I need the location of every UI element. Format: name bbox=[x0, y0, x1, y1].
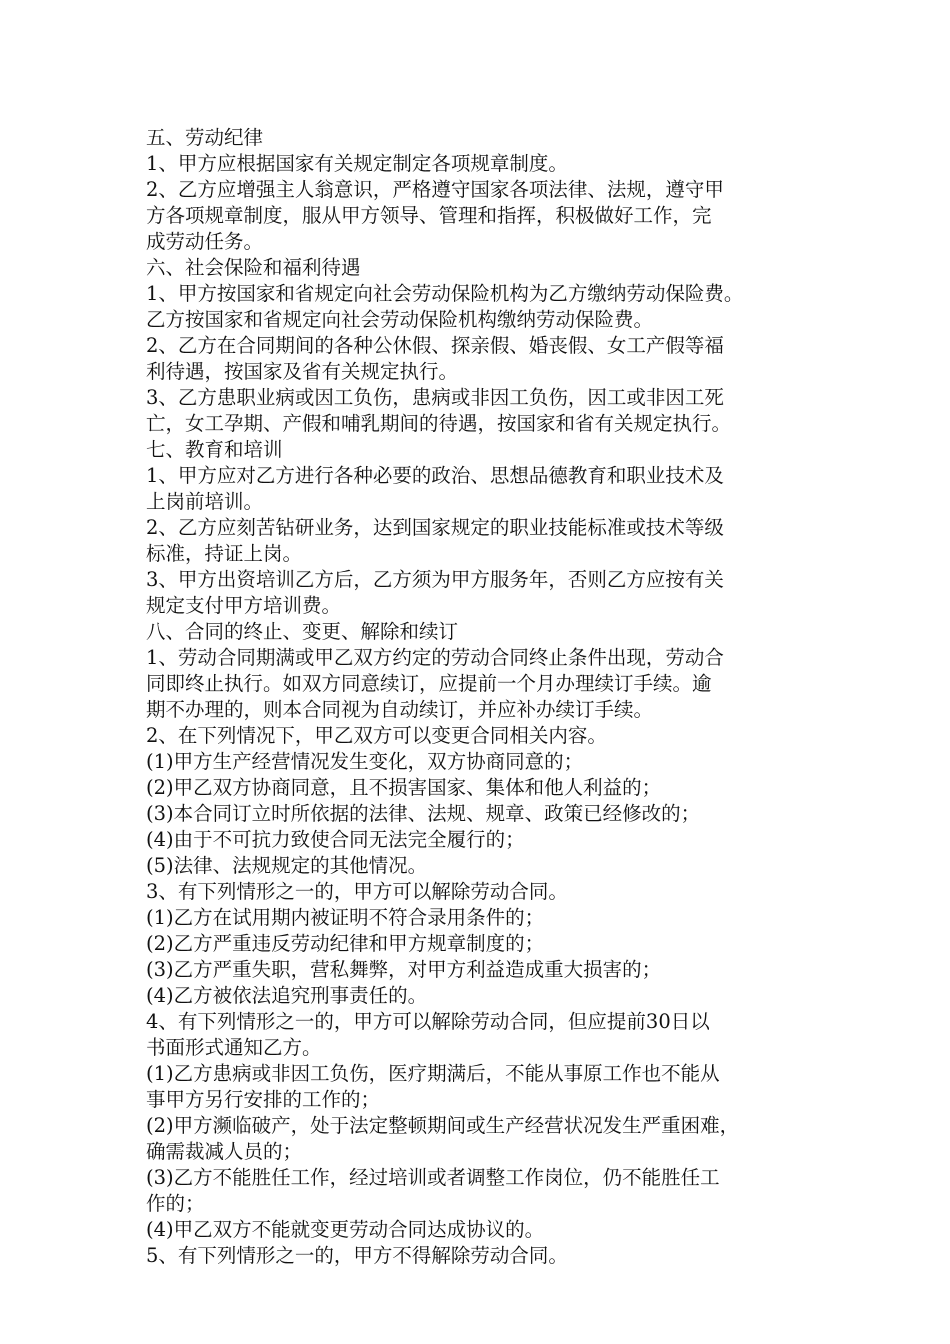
text-line: 2、乙方应增强主人翁意识，严格遵守国家各项法律、法规，遵守甲 bbox=[146, 178, 724, 201]
text-line: 亡，女工孕期、产假和哺乳期间的待遇，按国家和省有关规定执行。 bbox=[146, 412, 732, 435]
text-line: 上岗前培训。 bbox=[146, 490, 264, 513]
text-line: 同即终止执行。如双方同意续订，应提前一个月办理续订手续。逾 bbox=[146, 672, 712, 695]
text-line: 2、乙方在合同期间的各种公休假、探亲假、婚丧假、女工产假等福 bbox=[146, 334, 724, 357]
text-line: 利待遇，按国家及省有关规定执行。 bbox=[146, 360, 459, 383]
text-line: 5、有下列情形之一的，甲方不得解除劳动合同。 bbox=[146, 1244, 568, 1267]
list-item: (1)乙方患病或非因工负伤，医疗期满后，不能从事原工作也不能从 bbox=[146, 1062, 720, 1085]
list-item: (3)乙方不能胜任工作，经过培训或者调整工作岗位，仍不能胜任工 bbox=[146, 1166, 720, 1189]
text-line: 2、在下列情况下，甲乙双方可以变更合同相关内容。 bbox=[146, 724, 607, 747]
list-item: (5)法律、法规规定的其他情况。 bbox=[146, 854, 428, 877]
list-item: (2)甲方濒临破产，处于法定整顿期间或生产经营状况发生严重困难， bbox=[146, 1114, 740, 1137]
list-item: (1)甲方生产经营情况发生变化，双方协商同意的； bbox=[146, 750, 584, 773]
list-item: (1)乙方在试用期内被证明不符合录用条件的； bbox=[146, 906, 545, 929]
text-line: 1、劳动合同期满或甲乙双方约定的劳动合同终止条件出现，劳动合 bbox=[146, 646, 724, 669]
text-line: 1、甲方应根据国家有关规定制定各项规章制度。 bbox=[146, 152, 568, 175]
section-heading: 七、教育和培训 bbox=[146, 438, 283, 461]
list-item: 事甲方另行安排的工作的； bbox=[146, 1088, 381, 1111]
text-line: 2、乙方应刻苦钻研业务，达到国家规定的职业技能标准或技术等级 bbox=[146, 516, 724, 539]
document-body bbox=[146, 125, 826, 1269]
text-line: 书面形式通知乙方。 bbox=[146, 1036, 322, 1059]
list-item: (4)由于不可抗力致使合同无法完全履行的； bbox=[146, 828, 525, 851]
text-line: 乙方按国家和省规定向社会劳动保险机构缴纳劳动保险费。 bbox=[146, 308, 654, 331]
section-heading: 六、社会保险和福利待遇 bbox=[146, 256, 361, 279]
text-line: 1、甲方按国家和省规定向社会劳动保险机构为乙方缴纳劳动保险费。 bbox=[146, 282, 744, 305]
list-item: 确需裁减人员的； bbox=[146, 1140, 303, 1163]
list-item: (3)本合同订立时所依据的法律、法规、规章、政策已经修改的； bbox=[146, 802, 701, 825]
list-item: (3)乙方严重失职，营私舞弊，对甲方利益造成重大损害的； bbox=[146, 958, 662, 981]
section-heading: 五、劳动纪律 bbox=[146, 126, 264, 149]
text-line: 1、甲方应对乙方进行各种必要的政治、思想品德教育和职业技术及 bbox=[146, 464, 724, 487]
text-line: 4、有下列情形之一的，甲方可以解除劳动合同，但应提前30日以 bbox=[146, 1010, 710, 1033]
text-line: 方各项规章制度，服从甲方领导、管理和指挥，积极做好工作，完 bbox=[146, 204, 712, 227]
list-item: (4)甲乙双方不能就变更劳动合同达成协议的。 bbox=[146, 1218, 545, 1241]
list-item: (2)甲乙双方协商同意，且不损害国家、集体和他人利益的； bbox=[146, 776, 662, 799]
list-item: (4)乙方被依法追究刑事责任的。 bbox=[146, 984, 428, 1007]
text-line: 3、甲方出资培训乙方后，乙方须为甲方服务年，否则乙方应按有关 bbox=[146, 568, 724, 591]
section-heading: 八、合同的终止、变更、解除和续订 bbox=[146, 620, 459, 643]
list-item: 作的； bbox=[146, 1192, 205, 1215]
list-item: (2)乙方严重违反劳动纪律和甲方规章制度的； bbox=[146, 932, 545, 955]
text-line: 期不办理的，则本合同视为自动续订，并应补办续订手续。 bbox=[146, 698, 654, 721]
text-line: 规定支付甲方培训费。 bbox=[146, 594, 342, 617]
text-line: 标准，持证上岗。 bbox=[146, 542, 303, 565]
text-line: 3、有下列情形之一的，甲方可以解除劳动合同。 bbox=[146, 880, 568, 903]
text-line: 3、乙方患职业病或因工负伤，患病或非因工负伤，因工或非因工死 bbox=[146, 386, 724, 409]
text-line: 成劳动任务。 bbox=[146, 230, 264, 253]
